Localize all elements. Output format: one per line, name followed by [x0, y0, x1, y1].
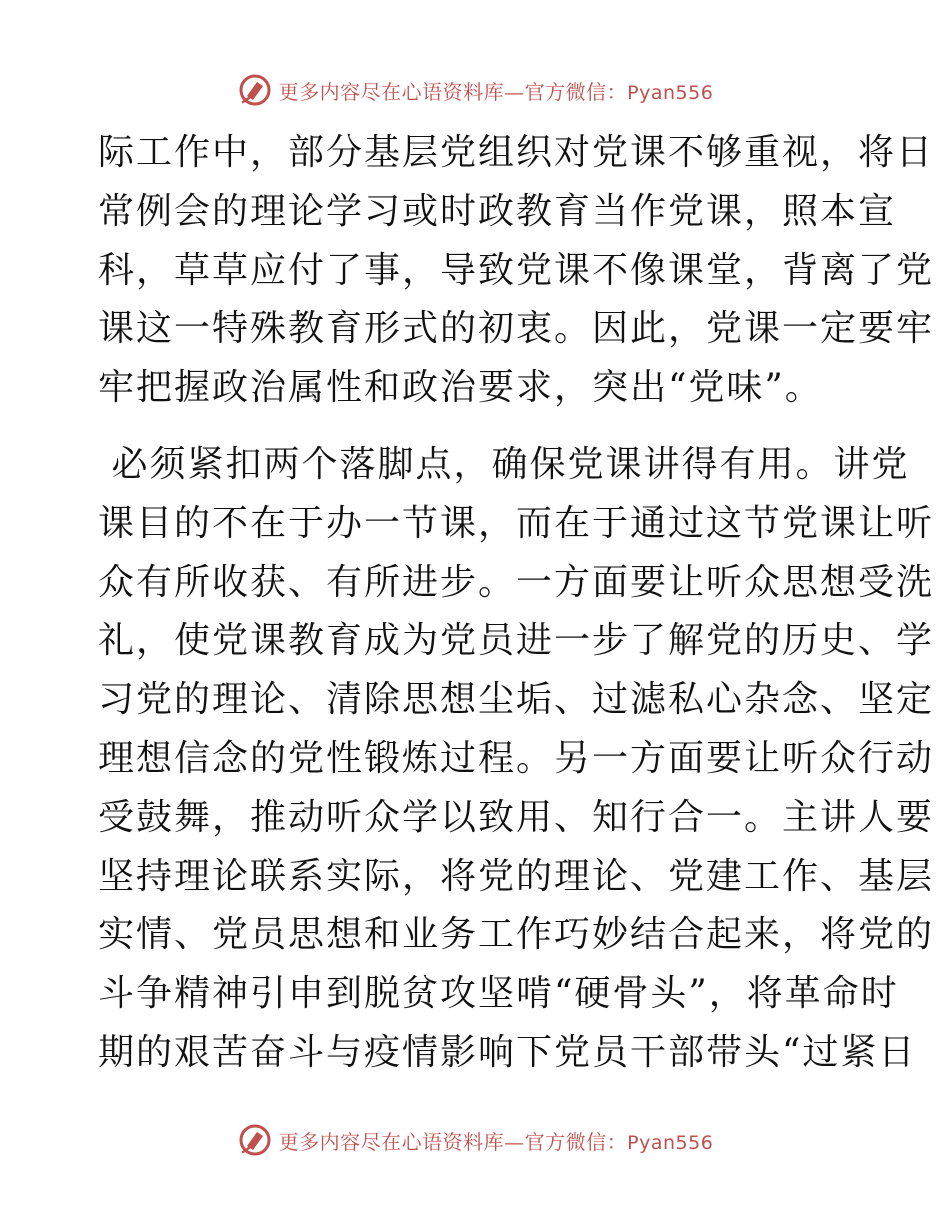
pen-nib-circle-icon	[237, 1122, 273, 1158]
text-line: 理想信念的党性锻炼过程。另一方面要让听众行动	[98, 737, 935, 779]
watermark-text: 更多内容尽在心语资料库—官方微信：Pyan556	[278, 79, 714, 104]
document-body	[98, 124, 935, 1083]
text-line: 实情、党员思想和业务工作巧妙结合起来，将党的	[98, 914, 935, 956]
text-line: 必须紧扣两个落脚点，确保党课讲得有用。讲党	[98, 443, 910, 485]
text-line: 礼，使党课教育成为党员进一步了解党的历史、学	[98, 620, 935, 662]
text-line: 众有所收获、有所进步。一方面要让听众思想受洗	[98, 561, 935, 603]
paragraph-spacer	[98, 418, 858, 436]
paragraph	[98, 124, 935, 418]
text-line: 期的艰苦奋斗与疫情影响下党员干部带头“过紧日	[98, 1031, 917, 1073]
text-line: 受鼓舞，推动听众学以致用、知行合一。主讲人要	[98, 796, 935, 838]
text-line: 际工作中，部分基层党组织对党课不够重视，将日	[98, 132, 935, 173]
watermark-text: 更多内容尽在心语资料库—官方微信：Pyan556	[278, 1129, 714, 1154]
paragraph	[98, 436, 935, 1083]
pen-nib-circle-icon	[237, 72, 273, 108]
text-line: 坚持理论联系实际，将党的理论、党建工作、基层	[98, 855, 935, 897]
text-line: 科，草草应付了事，导致党课不像课堂，背离了党	[98, 249, 935, 291]
footer-watermark	[0, 1120, 950, 1160]
text-line: 习党的理论、清除思想尘垢、过滤私心杂念、坚定	[98, 679, 935, 721]
header-watermark	[0, 70, 950, 110]
text-line: 课目的不在于办一节课，而在于通过这节党课让听	[98, 502, 935, 544]
text-line: 课这一特殊教育形式的初衷。因此，党课一定要牢	[98, 308, 935, 350]
text-line: 常例会的理论学习或时政教育当作党课，照本宣	[98, 190, 897, 232]
text-line: 牢把握政治属性和政治要求，突出“党味”。	[98, 367, 823, 409]
text-line: 斗争精神引申到脱贫攻坚啃“硬骨头”，将革命时	[98, 973, 899, 1015]
